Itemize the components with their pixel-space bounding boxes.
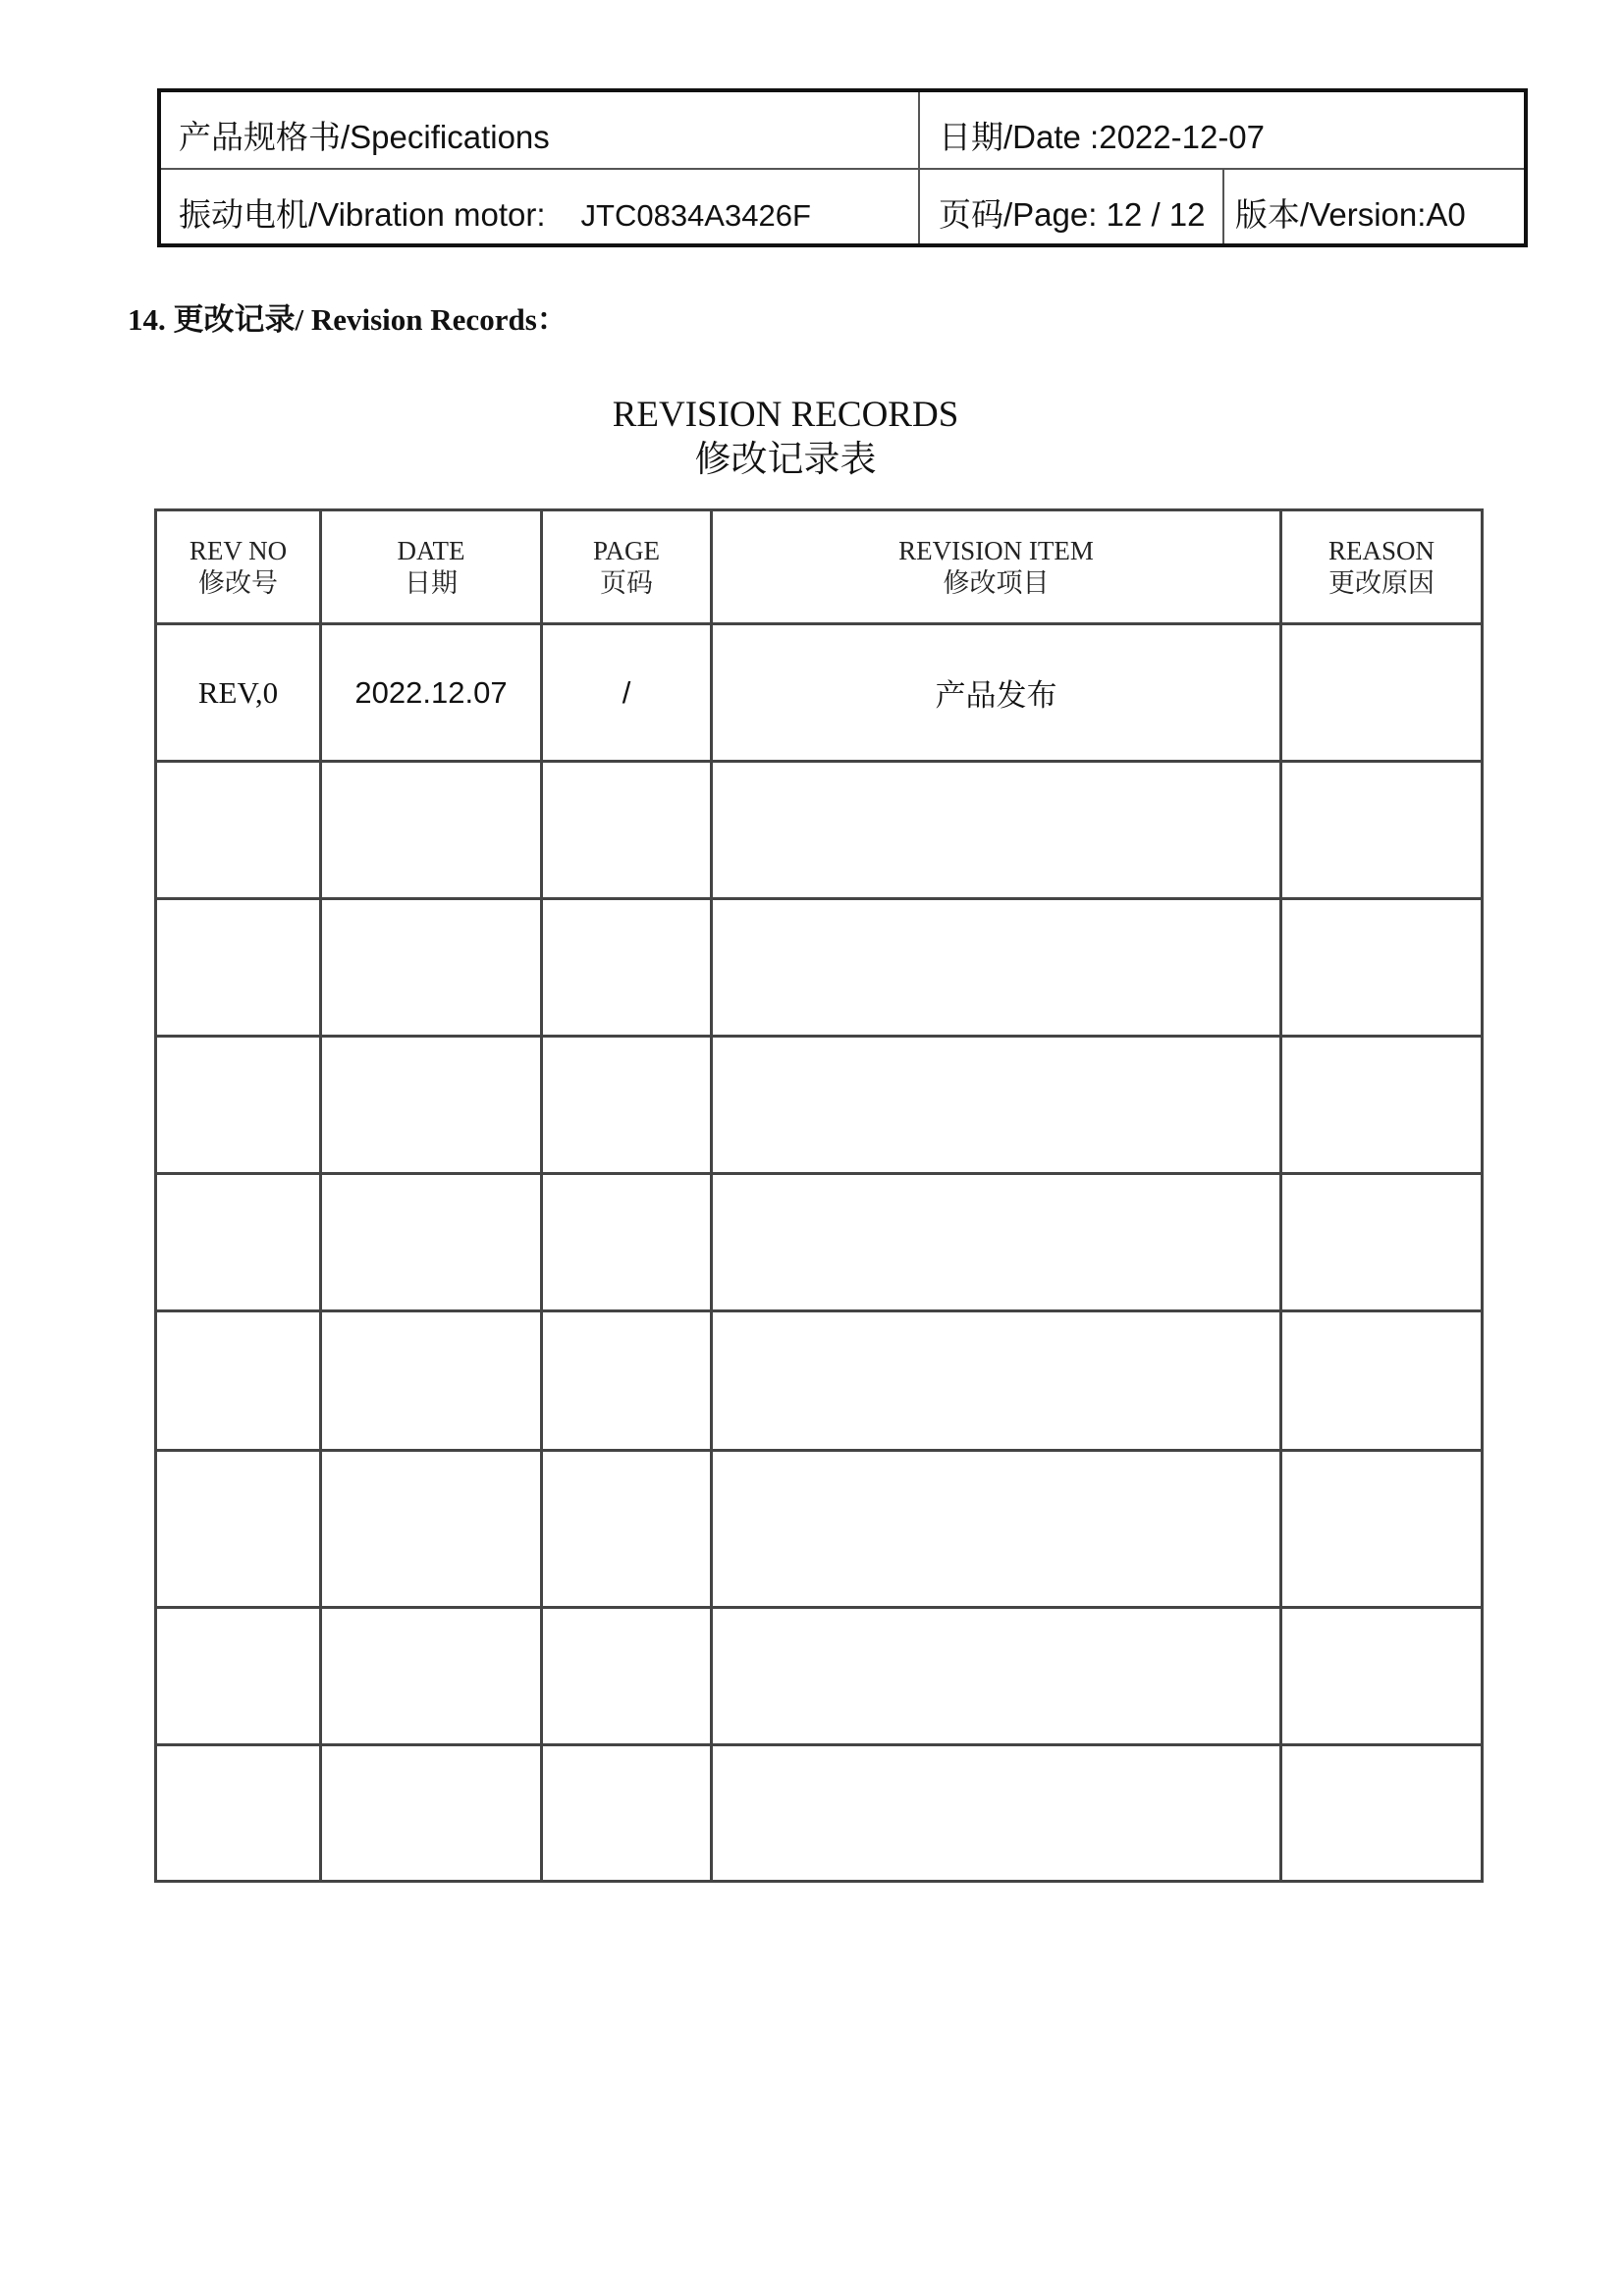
table-title-cn: 修改记录表 xyxy=(694,440,877,480)
column-header-revision-item xyxy=(713,511,1279,622)
motor-model: JTC0834A3426F xyxy=(580,198,811,233)
cell-revision-item: 产品发布 xyxy=(935,678,1057,713)
document-header xyxy=(157,88,1528,247)
spec-title: 产品规格书/Specifications xyxy=(179,119,550,155)
grid-line xyxy=(154,1880,1484,1883)
column-header-en: DATE xyxy=(397,535,465,565)
column-header-cn: 修改项目 xyxy=(943,567,1050,598)
column-header-en: REVISION ITEM xyxy=(898,535,1094,565)
column-header-cn: 更改原因 xyxy=(1328,567,1435,598)
header-divider xyxy=(1222,168,1224,243)
column-header-date xyxy=(322,511,540,622)
column-header-en: PAGE xyxy=(592,535,661,565)
motor-field xyxy=(179,189,811,236)
column-header-page xyxy=(543,511,710,622)
column-header-cn: 页码 xyxy=(600,567,653,598)
column-header-reason xyxy=(1282,511,1481,622)
cell-date: 2022.12.07 xyxy=(354,674,508,710)
grid-line xyxy=(1481,508,1484,1883)
grid-line xyxy=(154,897,1484,900)
header-date: 日期/Date :2022-12-07 xyxy=(939,119,1266,155)
grid-line xyxy=(154,1309,1484,1312)
grid-line xyxy=(154,1172,1484,1175)
page-number: 页码/Page: 12 / 12 xyxy=(939,196,1206,233)
column-header-rev-no xyxy=(157,511,319,622)
grid-line xyxy=(154,760,1484,763)
column-header-cn: 日期 xyxy=(405,567,458,598)
section-title: 14. 更改记录/ Revision Records： xyxy=(128,302,568,337)
column-header-en: REASON xyxy=(1327,535,1435,565)
table-title-en: REVISION RECORDS xyxy=(612,395,959,435)
column-header-en: REV NO xyxy=(189,535,288,565)
header-divider xyxy=(918,92,920,243)
column-header-cn: 修改号 xyxy=(198,567,278,598)
grid-line xyxy=(154,1606,1484,1609)
cell-rev-no: REV,0 xyxy=(197,674,279,710)
grid-line xyxy=(154,1743,1484,1746)
grid-line xyxy=(154,1449,1484,1452)
grid-line xyxy=(154,1035,1484,1038)
header-divider xyxy=(161,168,1524,170)
version: 版本/Version:A0 xyxy=(1235,196,1466,233)
table-title xyxy=(589,393,982,483)
cell-reason xyxy=(1282,625,1481,760)
cell-page: / xyxy=(622,674,631,710)
revision-table xyxy=(154,508,1484,1883)
motor-label: 振动电机/Vibration motor: xyxy=(179,196,546,233)
